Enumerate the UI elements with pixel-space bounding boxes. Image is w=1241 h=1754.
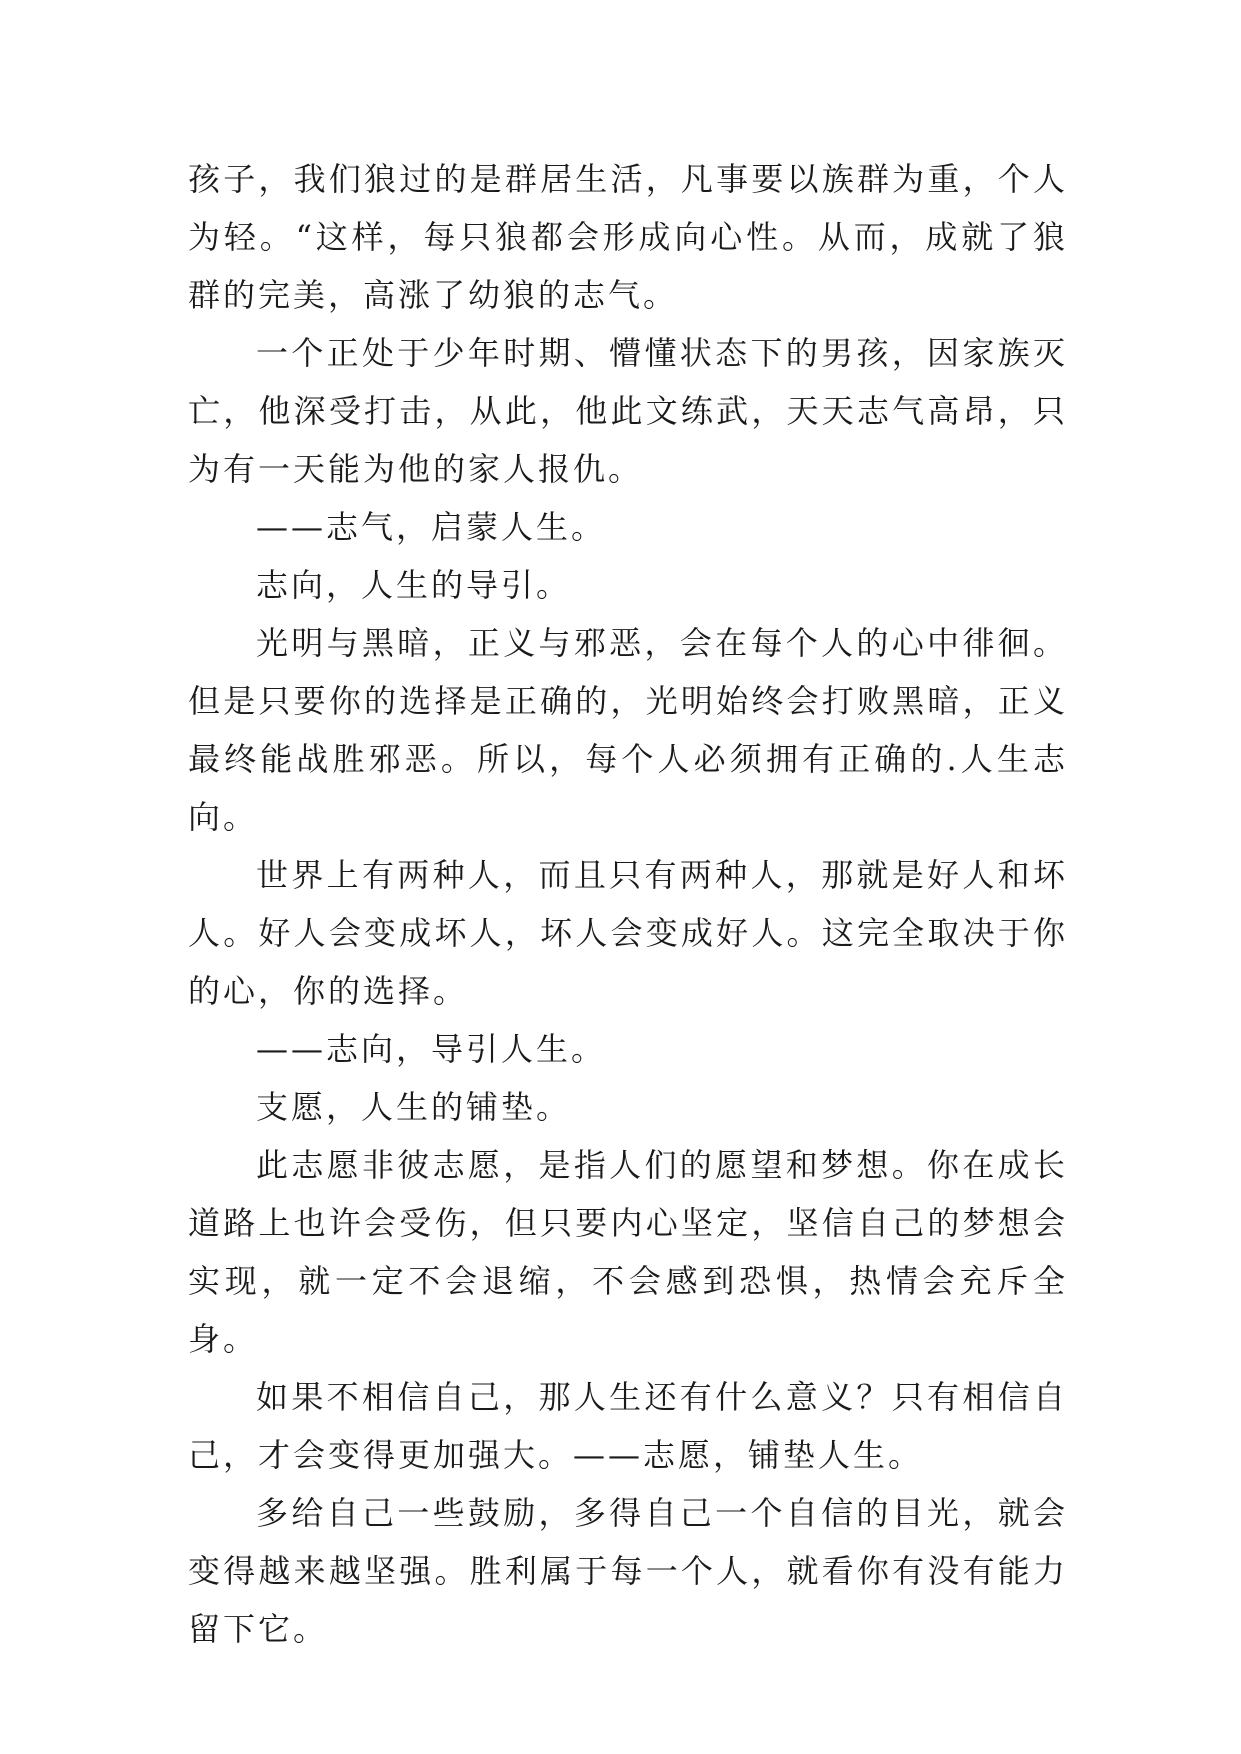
paragraph-8: 支愿，人生的铺垫。 bbox=[256, 1088, 572, 1126]
paragraph-4: 志向，人生的导引。 bbox=[256, 566, 572, 604]
paragraph-9: 此志愿非彼志愿，是指人们的愿望和梦想。你在成长道路上也许会受伤，但只要内心坚定，坚信自己的梦想会实现，就一定不会退缩，不会感到恐惧，热情会充斥全身。 bbox=[188, 1146, 1068, 1358]
paragraph-1: 孩子，我们狼过的是群居生活，凡事要以族群为重，个人为轻。“这样，每只狼都会形成向心性。从而，成就了狼群的完美，高涨了幼狼的志气。 bbox=[188, 160, 1068, 314]
paragraph-11: 多给自己一些鼓励，多得自己一个自信的目光，就会变得越来越坚强。胜利属于每一个人，就看你有没有能力留下它。 bbox=[188, 1494, 1068, 1648]
paragraph-3: ——志气，启蒙人生。 bbox=[256, 508, 607, 546]
paragraph-6: 世界上有两种人，而且只有两种人，那就是好人和坏人。好人会变成坏人，坏人会变成好人。这完全取决于你的心，你的选择。 bbox=[188, 856, 1068, 1010]
paragraph-10: 如果不相信自己，那人生还有什么意义？只有相信自己，才会变得更加强大。——志愿，铺垫人生。 bbox=[188, 1378, 1068, 1474]
document-body bbox=[188, 150, 1068, 1658]
paragraph-5: 光明与黑暗，正义与邪恶，会在每个人的心中徘徊。但是只要你的选择是正确的，光明始终会打败黑暗，正义最终能战胜邪恶。所以，每个人必须拥有正确的.人生志向。 bbox=[188, 624, 1068, 836]
paragraph-2: 一个正处于少年时期、懵懂状态下的男孩，因家族灭亡，他深受打击，从此，他此文练武，天天志气高昂，只为有一天能为他的家人报仇。 bbox=[188, 334, 1068, 488]
paragraph-7: ——志向，导引人生。 bbox=[256, 1030, 607, 1068]
